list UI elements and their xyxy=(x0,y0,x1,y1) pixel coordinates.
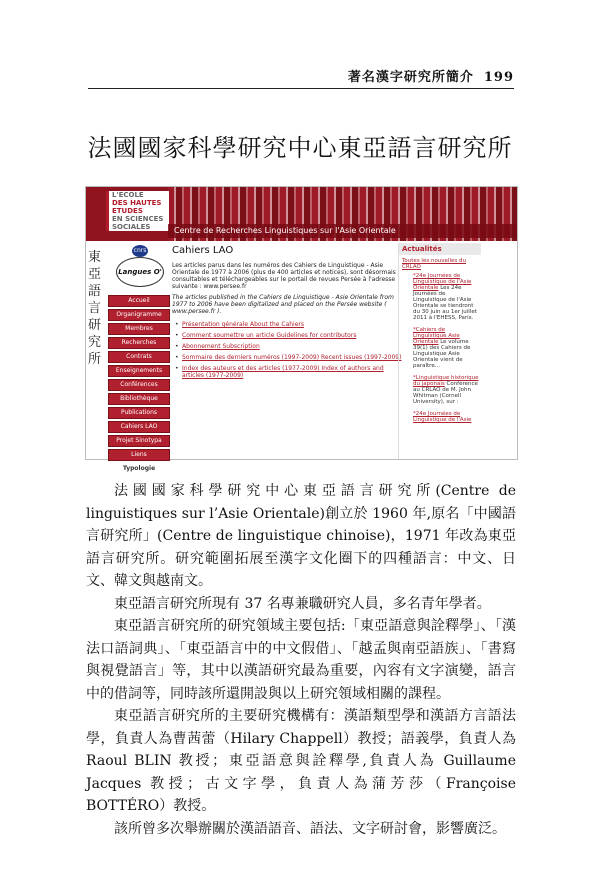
main-title: Cahiers LAO xyxy=(172,245,234,256)
news-link[interactable]: *24e Journées de Linguistique de l'Asie Orientale xyxy=(413,273,472,291)
logo-line: EN SCIENCES xyxy=(112,215,164,223)
paragraph: 東亞語言研究所現有 37 名專兼職研究人員，多名青年學者。 xyxy=(114,595,491,612)
paragraph: 東亞語言研究所的研究領域主要包括:「東亞語意與詮釋學」、「漢法口語詞典」、「東亞語言中的中文假借」、「越孟與南亞語族」、「書寫與視覺語言」等，其中以漢語研究最為重要，內容有文字演變，語言中的借詞等，同時該所還開設與以上研究領域相關的課程。 xyxy=(86,618,516,702)
news-link[interactable]: *Cahiers de Linguistique Asie Orientale xyxy=(413,327,460,345)
news-item xyxy=(413,273,479,321)
page-title: 法國國家科學研究中心東亞語言研究所 xyxy=(87,134,513,162)
nav-item-contrats[interactable]: Contrats xyxy=(108,351,170,363)
logo-line: DES HAUTES xyxy=(112,199,162,207)
body-text xyxy=(86,480,516,840)
header-title: 著名漢字研究所簡介 xyxy=(347,70,474,85)
logo-line: L'ECOLE xyxy=(112,191,144,199)
logo-line: SOCIALES xyxy=(112,223,151,231)
news-item xyxy=(413,327,479,369)
paragraph: 該所曾多次舉辦關於漢語語音、語法、文字研討會，影響廣泛。 xyxy=(114,820,506,837)
nav-item-publications[interactable]: Publications xyxy=(108,407,170,419)
website-screenshot xyxy=(85,186,518,472)
nav-item-cahiers-lao[interactable]: Cahiers LAO xyxy=(108,421,170,433)
nav-item-membres[interactable]: Membres xyxy=(108,323,170,335)
page-number: 199 xyxy=(483,70,514,85)
all-news-link[interactable]: Toutes les nouvelles du CRLAO xyxy=(402,258,466,270)
site-main-content xyxy=(172,243,402,383)
site-banner xyxy=(86,187,517,241)
site-nav xyxy=(108,245,170,472)
nav-item-recherches[interactable]: Recherches xyxy=(108,337,170,349)
langues-o-logo xyxy=(112,245,166,291)
running-header xyxy=(88,66,514,89)
nav-item-organigramme[interactable]: Organigramme xyxy=(108,309,170,321)
main-paragraph-en: The articles published in the Cahiers de Linguistique - Asie Orientale from 1977 to 2006 have been digitalized and placed on the Persée website ( www.persee.fr ). xyxy=(172,294,394,315)
cnrs-logo: cnrs xyxy=(132,245,148,257)
paragraph: 法國國家科學研究中心東亞語言研究所(Centre de linguistiques sur l’Asie Orientale)創立於 1960 年,原名「中國語言研究所」(Centre de linguistique chinoise)，1971 年改為東亞語言研究所。研究範圍拓展至漢字文化圈下的四種語言：中文、日文、韓文與越南文。 xyxy=(86,483,516,589)
main-link[interactable]: • Sommaire des derniers numéros (1997-2009) Recent issues (1997-2009) xyxy=(182,354,402,361)
news-text: Les 24e Journées de Linguistique de l'Asie Orientale se tiendront du 30 juin au 1er juillet 2011 à l'EHESS, Paris. xyxy=(413,285,477,321)
nav-item-bibliotheque[interactable]: Bibliothèque xyxy=(108,393,170,405)
ehess-logo xyxy=(106,191,169,231)
nav-item-accueil[interactable]: Accueil xyxy=(108,295,170,307)
calligraphy-text: 東亞語言研究所 xyxy=(88,250,102,367)
news-heading: Actualités xyxy=(399,243,481,255)
news-item xyxy=(413,411,479,423)
main-link[interactable]: • Index des auteurs et des articles (1977-2009) Index of authors and articles (1977-2009) xyxy=(182,365,402,379)
main-link[interactable]: • Présentation générale About the Cahiers xyxy=(182,321,402,328)
nav-item-liens[interactable]: Liens xyxy=(108,449,170,461)
typologie-logo: Typologie xyxy=(122,465,156,472)
nav-item-conferences[interactable]: Conférences xyxy=(108,379,170,391)
main-link-list xyxy=(172,321,402,379)
paragraph: 東亞語言研究所的主要研究機構有：漢語類型學和漢語方言語法學，負責人為曹茜蕾（Hilary Chappell）教授；語義學，負責人為 Raoul BLIN 教授；東亞語意與詮釋學,負責人為 Guillaume Jacques 教授；古文字學，負責人為蒲芳莎（Françoise BOTTÉRO）教授。 xyxy=(86,708,516,814)
news-text: Le volume 39(1) des Cahiers de Linguistique Asie Orientale vient de paraître... xyxy=(413,339,471,369)
logo-line: ETUDES xyxy=(112,207,143,215)
news-text: Conférence au CRLAO de M. John Whitman (Cornell University), sur : xyxy=(413,381,478,405)
news-list xyxy=(399,273,481,423)
news-link[interactable]: *24e Journées de Linguistique de l'Asie xyxy=(413,411,472,423)
main-link[interactable]: • Abonnement Subscription xyxy=(182,343,402,350)
nav-item-projet-sinotypa[interactable]: Projet Sinotypa xyxy=(108,435,170,447)
news-link[interactable]: *Linguistique historique du japonais xyxy=(413,375,479,387)
calligraphy-column xyxy=(86,241,106,459)
news-item xyxy=(413,375,479,405)
main-paragraph-fr: Les articles parus dans les numéros des Cahiers de Linguistique - Asie Orientale de 1977 à 2006 (plus de 400 articles et notices), sont désormais consultables et téléchargeables sur le portail de revues Persée à l'adresse suivante : www.persee.fr xyxy=(172,262,396,290)
news-sidebar xyxy=(398,243,481,459)
banner-title: Centre de Recherches Linguistiques sur l'Asie Orientale xyxy=(168,224,517,238)
nav-item-enseignements[interactable]: Enseignements xyxy=(108,365,170,377)
langues-logo-text: Langues O' xyxy=(116,257,164,287)
main-link[interactable]: • Comment soumettre un article Guidelines for contributors xyxy=(182,332,402,339)
